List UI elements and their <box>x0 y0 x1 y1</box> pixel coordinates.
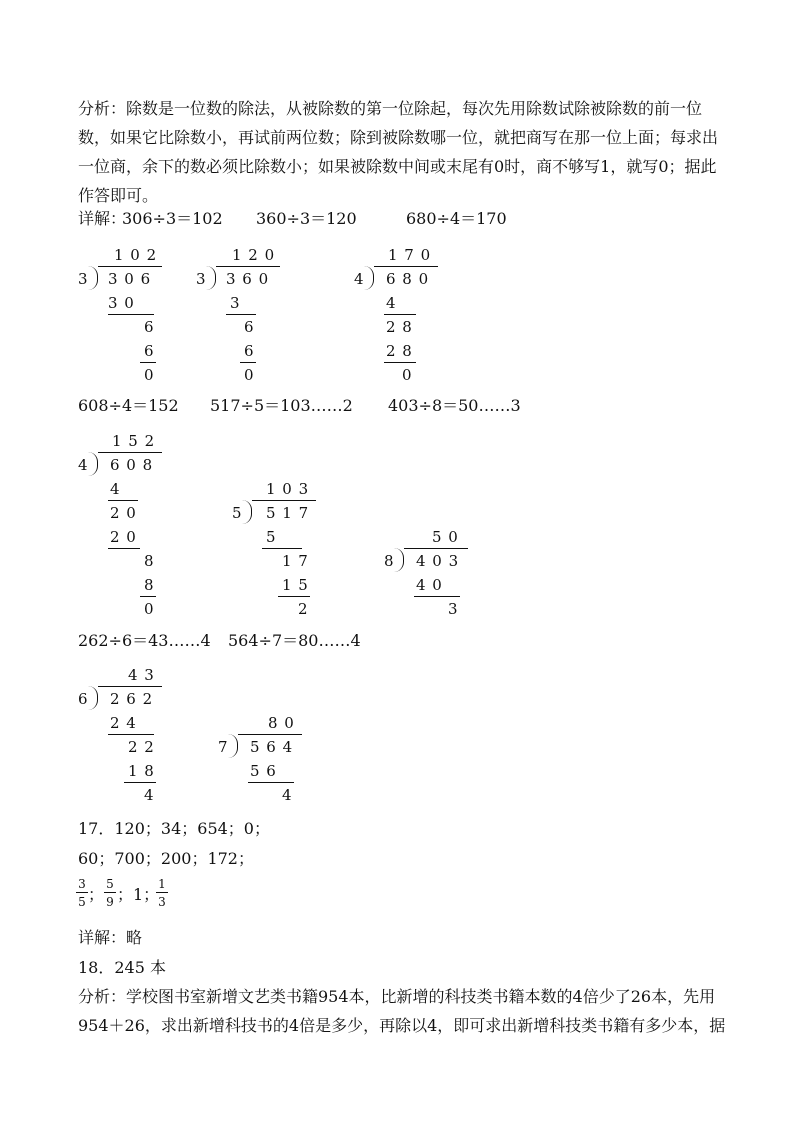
equation-517-5: 517÷5＝103……2 <box>210 396 353 415</box>
divisor: 5 <box>232 504 243 522</box>
step: 0 <box>144 600 155 618</box>
step: 6 <box>244 342 255 360</box>
equation-608-4: 608÷4＝152 <box>78 396 179 415</box>
step: 3 <box>230 294 241 312</box>
step: 4 0 <box>416 576 443 594</box>
step-rule <box>262 548 302 549</box>
step-rule <box>108 314 154 315</box>
step: 0 <box>144 366 155 384</box>
step: 1 5 <box>282 576 309 594</box>
division-bracket <box>394 548 404 572</box>
step: 0 <box>244 366 255 384</box>
step: 2 <box>298 600 309 618</box>
step-rule <box>124 782 156 783</box>
equation-360-3: 360÷3＝120 <box>256 209 357 228</box>
dividend: 2 6 2 <box>110 690 154 708</box>
step-rule <box>278 596 310 597</box>
quotient: 1 7 0 <box>388 246 432 264</box>
denominator: 9 <box>106 895 114 909</box>
step-rule <box>226 314 256 315</box>
division-bar <box>374 266 438 267</box>
step: 6 <box>244 318 255 336</box>
step-rule <box>108 548 140 549</box>
division-bracket <box>88 266 98 290</box>
numerator: 1 <box>158 877 166 891</box>
step-rule <box>414 596 460 597</box>
step-rule <box>248 782 294 783</box>
q17-line2: 60；700；200；172； <box>78 849 254 868</box>
q17-line1: 17．120；34；654；0； <box>78 819 270 838</box>
division-bar <box>252 500 316 501</box>
denominator: 3 <box>158 895 166 909</box>
equation-262-6: 262÷6＝43……4 <box>78 631 211 650</box>
division-bracket <box>88 686 98 710</box>
divisor: 7 <box>218 738 229 756</box>
fraction-3-5 <box>76 878 88 908</box>
divisor: 8 <box>384 552 395 570</box>
step: 2 4 <box>110 714 137 732</box>
step: 8 <box>144 576 155 594</box>
step: 8 <box>144 552 155 570</box>
step: 4 <box>110 480 121 498</box>
dividend: 3 0 6 <box>108 270 152 288</box>
fraction-separator: ； <box>88 885 105 904</box>
step-rule <box>108 500 138 501</box>
denominator: 5 <box>78 895 86 909</box>
division-bar <box>98 686 162 687</box>
step: 2 0 <box>110 528 137 546</box>
dividend: 3 6 0 <box>226 270 270 288</box>
step: 5 6 <box>250 762 277 780</box>
step: 4 <box>144 786 155 804</box>
divisor: 3 <box>78 270 89 288</box>
analysis-paragraph: 分析：除数是一位数的除法，从被除数的第一位除起，每次先用除数试除被除数的前一位数，如果它比除数小，再试前两位数；除到被除数哪一位，就把商写在那一位上面；每求出一位商，余下的数必须比除数小；如果被除数中间或末尾有0时，商不够写1，就写0；据此作答即可。 <box>78 99 719 205</box>
step: 3 0 <box>108 294 135 312</box>
step: 6 <box>144 318 155 336</box>
division-bar <box>404 548 468 549</box>
numerator: 3 <box>78 877 86 891</box>
division-bracket <box>206 266 216 290</box>
division-bracket <box>364 266 374 290</box>
division-bracket <box>242 500 252 524</box>
integer-one: 1； <box>133 885 160 904</box>
quotient: 8 0 <box>268 714 295 732</box>
step: 3 <box>448 600 459 618</box>
step: 5 <box>266 528 277 546</box>
detail-label: 详解： <box>78 209 127 228</box>
division-bar <box>238 734 302 735</box>
equation-564-7: 564÷7＝80……4 <box>228 631 361 650</box>
q18-title: 18．245 本 <box>78 958 166 977</box>
division-bar <box>216 266 280 267</box>
step: 2 8 <box>386 342 413 360</box>
division-bracket <box>228 734 238 758</box>
quotient: 4 3 <box>128 666 155 684</box>
dividend: 6 0 8 <box>110 456 154 474</box>
step: 1 8 <box>128 762 155 780</box>
step-rule <box>240 362 256 363</box>
equation-403-8: 403÷8＝50……3 <box>388 396 521 415</box>
dividend: 6 8 0 <box>386 270 430 288</box>
step-rule <box>384 314 416 315</box>
step-rule <box>384 362 416 363</box>
step: 6 <box>144 342 155 360</box>
numerator: 5 <box>106 877 114 891</box>
divisor: 6 <box>78 690 89 708</box>
fraction-separator: ； <box>117 885 134 904</box>
analysis2-paragraph: 分析：学校图书室新增文艺类书籍954本，比新增的科技类书籍本数的4倍少了26本，先用954＋26，求出新增科技书的4倍是多少，再除以4，即可求出新增科技类书籍有多少本，据 <box>78 987 726 1035</box>
step-rule <box>140 596 156 597</box>
divisor: 3 <box>196 270 207 288</box>
quotient: 1 0 3 <box>266 480 310 498</box>
step: 1 7 <box>282 552 309 570</box>
step: 2 2 <box>128 738 155 756</box>
divisor: 4 <box>78 456 89 474</box>
equation-680-4: 680÷4＝170 <box>406 209 507 228</box>
fraction-5-9 <box>104 878 116 908</box>
equation-306-3: 306÷3＝102 <box>122 209 223 228</box>
division-bar <box>98 452 162 453</box>
step: 4 <box>282 786 293 804</box>
quotient: 5 0 <box>432 528 459 546</box>
fraction-1-3 <box>156 878 168 908</box>
quotient: 1 5 2 <box>112 432 156 450</box>
step: 2 0 <box>110 504 137 522</box>
quotient: 1 2 0 <box>232 246 276 264</box>
step-rule <box>108 734 154 735</box>
divisor: 4 <box>354 270 365 288</box>
dividend: 5 6 4 <box>250 738 294 756</box>
division-bracket <box>88 452 98 476</box>
step: 0 <box>402 366 413 384</box>
detail-short: 详解：略 <box>78 928 143 947</box>
division-bar <box>98 266 162 267</box>
dividend: 5 1 7 <box>266 504 310 522</box>
step-rule <box>140 362 156 363</box>
step: 2 8 <box>386 318 413 336</box>
quotient: 1 0 2 <box>114 246 158 264</box>
dividend: 4 0 3 <box>416 552 460 570</box>
step: 4 <box>386 294 397 312</box>
